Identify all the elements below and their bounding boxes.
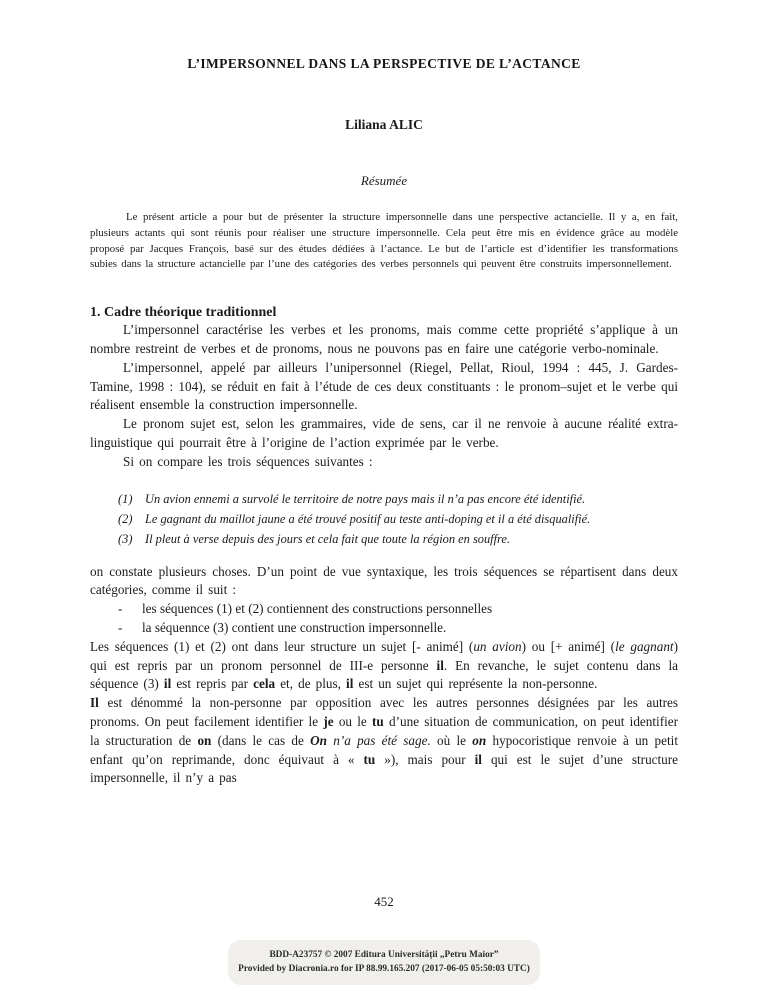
bullet-marker: - [118,601,123,617]
example-text: Le gagnant du maillot jaune a été trouvé positif au teste anti-doping et il a été disqualifié. [145,511,591,526]
body-paragraph-6: Les séquences (1) et (2) ont dans leur structure un sujet [- animé] (un avion) ou [+ animé] (le gagnant) qui est repris par un pronom personnel de III-e personne il. En revanche, le sujet contenu dans la séquence (3) il est repris par cela et, de plus, il est un sujet qui représente la non-personne. [90,638,678,692]
bullet-marker: - [118,619,123,635]
example-item [118,509,678,529]
provenance-stamp [228,940,540,985]
bullet-item [118,600,678,619]
footer-line-1: BDD-A23757 © 2007 Editura Universității „Petru Maior” [269,950,499,960]
abstract-text: Le présent article a pour but de présenter la structure impersonnelle dans une perspective actancielle. Il y a, en fait, plusieurs actants qui sont réunis pour réaliser une structure impersonnelle. Cela peut être mis en évidence grâce au modèle proposé par Jacques François, basé sur des études dédiées à l’actance. Le but de l’article est d’identifier les transformations subies dans la structure actancielle par l’une des catégories des verbes personnels qui peuvent être construits impersonnellement. [90,211,678,271]
example-text: Un avion ennemi a survolé le territoire de notre pays mais il n’a pas encore été identifié. [145,491,586,506]
body-paragraph-1: L’impersonnel caractérise les verbes et les pronoms, mais comme cette propriété s’applique à un nombre restreint de verbes et de pronoms, nous ne pouvons pas en faire une catégorie verbo-nominale. [90,322,678,356]
bullet-text: la séquennce (3) contient une construction impersonnelle. [142,619,447,635]
example-item [118,529,678,549]
example-number: (3) [118,531,133,546]
abstract-heading: Résumée [360,173,408,188]
author-name: Liliana ALIC [345,117,423,132]
example-text: Il pleut à verse depuis des jours et cela fait que toute la région en souffre. [145,531,510,546]
example-number: (2) [118,511,133,526]
bullet-text: les séquences (1) et (2) contiennent des constructions personnelles [142,601,493,617]
bullet-item [118,619,678,638]
example-number: (1) [118,491,133,506]
footer-line-2: Provided by Diacronia.ro for IP 88.99.165.207 (2017-06-05 05:50:03 UTC) [238,964,530,974]
examples-list [90,489,678,549]
paper-title: L’IMPERSONNEL DANS LA PERSPECTIVE DE L’ACTANCE [187,56,581,71]
body-paragraph-4: Si on compare les trois séquences suivantes : [123,453,373,469]
section-heading: 1. Cadre théorique traditionnel [90,305,277,321]
body-paragraph-7: Il est dénommé la non-personne par opposition avec les autres personnes désignées par les autres pronoms. On peut facilement identifier le je ou le tu d’une situation de communication, on peut identifier la structuration de on (dans le cas de On n’a pas été sage. où le on hypocoristique renvoie à un petit enfant qu’on reprimande, donc équivaut à « tu »), mais pour il qui est le sujet d’une structure impersonnelle, il n’y a pas [90,695,679,786]
example-item [118,489,678,509]
body-paragraph-3: Le pronom sujet est, selon les grammaires, vide de sens, car il ne renvoie à aucune réalité extra-linguistique qui pourrait être à l’origine de l’action exprimée par le verbe. [90,416,678,450]
page-number: 452 [374,894,394,909]
bullet-list [90,600,678,638]
body-paragraph-5: on constate plusieurs choses. D’un point de vue syntaxique, les trois séquences se répartisent dans deux catégories, comme il suit : [90,563,678,598]
body-paragraph-2: L’impersonnel, appelé par ailleurs l’unipersonnel (Riegel, Pellat, Rioul, 1994 : 445, J. Gardes-Tamine, 1998 : 104), se réduit en fait à l’étude de ces deux constituants : le pronom–sujet et le verbe qui réalisent ensemble la construction impersonnelle. [90,359,678,413]
